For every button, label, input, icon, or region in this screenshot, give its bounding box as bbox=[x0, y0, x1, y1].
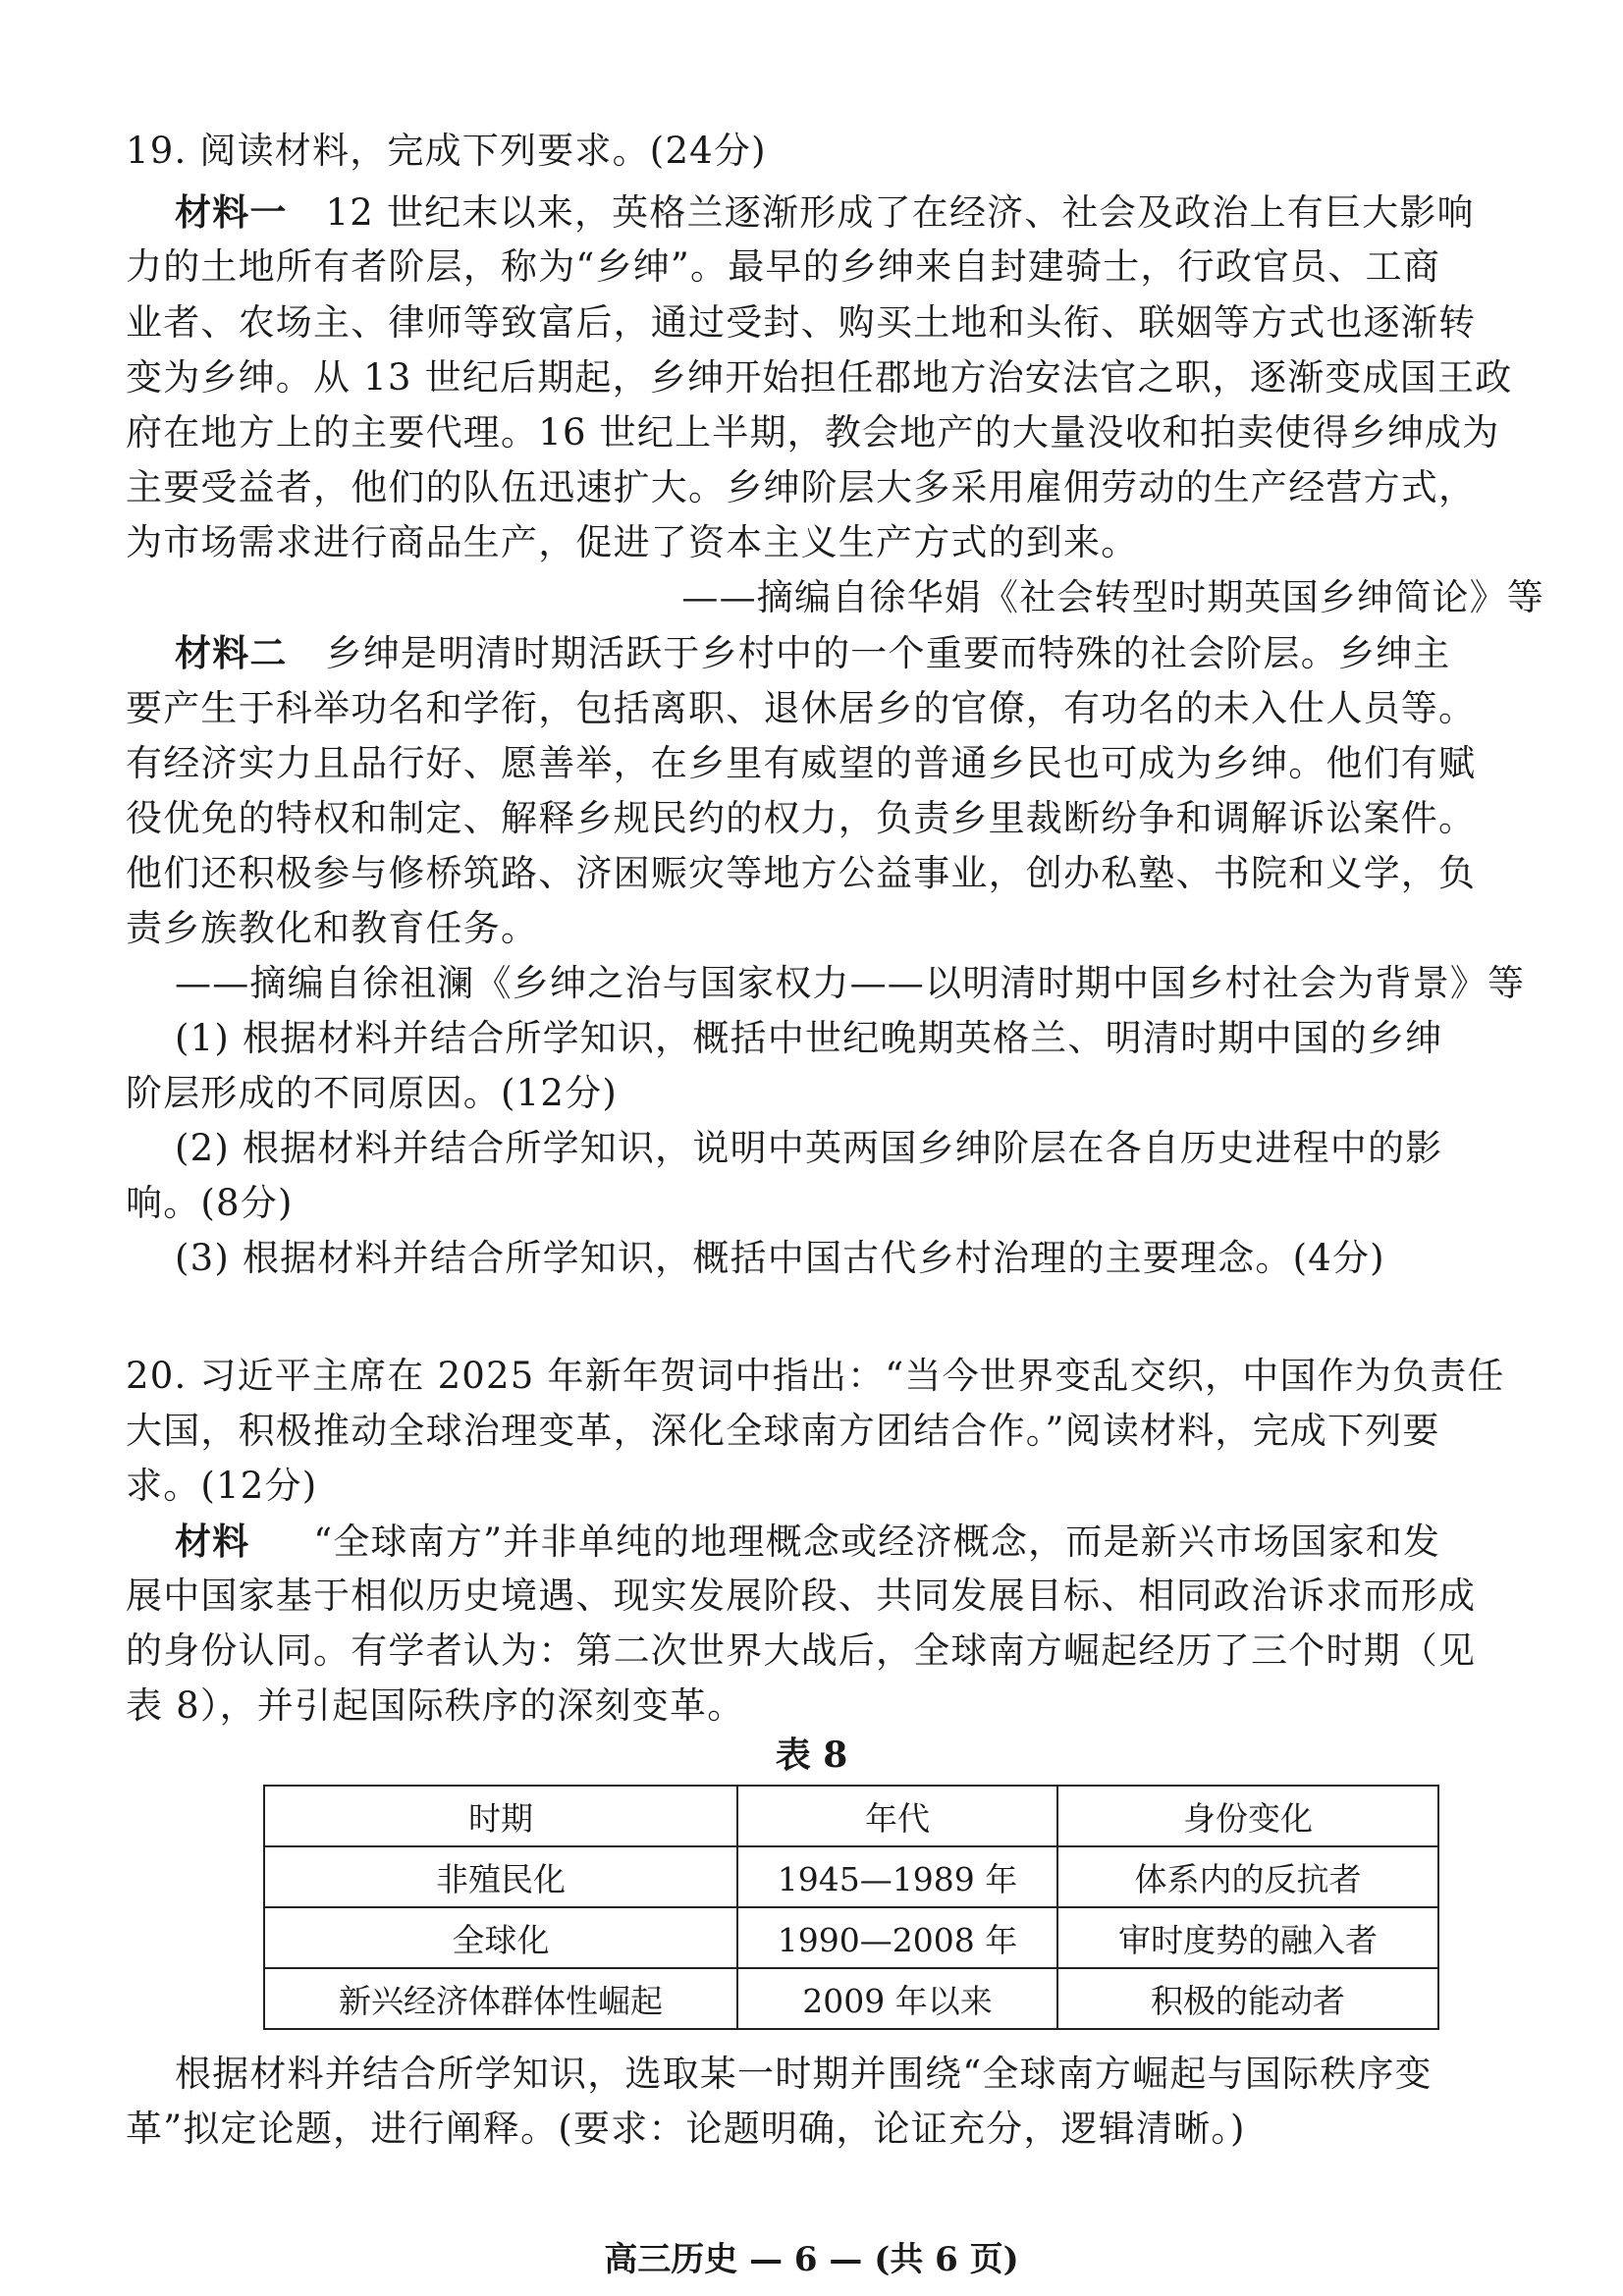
table-cell: 全球化 bbox=[264, 1907, 737, 1968]
q19-material-1-line: 为市场需求进行商品生产，促进了资本主义生产方式的到来。 bbox=[126, 521, 1139, 563]
table-8 bbox=[263, 1785, 1439, 2030]
q20-task-line: 革”拟定论题，进行阐释。(要求：论题明确，论证充分，逻辑清晰。) bbox=[126, 2108, 1246, 2150]
q20-material-label: 材料 bbox=[175, 1520, 250, 1563]
q19-material-1-line: 主要受益者，他们的队伍迅速扩大。乡绅阶层大多采用雇佣劳动的生产经营方式， bbox=[126, 466, 1477, 508]
table-cell: 1990—2008 年 bbox=[737, 1907, 1057, 1968]
material-2-text: 乡绅是明清时期活跃于乡村中的一个重要而特殊的社会阶层。乡绅主 bbox=[325, 632, 1451, 674]
q19-material-1-line: 府在地方上的主要代理。16 世纪上半期，教会地产的大量没收和拍卖使得乡绅成为 bbox=[126, 411, 1500, 454]
q19-material-1-line bbox=[175, 186, 1589, 240]
q19-material-2-line: 他们还积极参与修桥筑路、济困赈灾等地方公益事业，创办私塾、书院和义学，负 bbox=[126, 852, 1477, 894]
table-cell: 非殖民化 bbox=[264, 1846, 737, 1907]
table-header-row bbox=[264, 1786, 1438, 1846]
table-row bbox=[264, 1846, 1438, 1907]
material-1-label: 材料一 bbox=[175, 190, 288, 234]
q20-prompt-line: 求。(12分) bbox=[126, 1465, 318, 1507]
q19-material-2-line: 责乡族教化和教育任务。 bbox=[126, 907, 539, 949]
table-header-cell: 时期 bbox=[264, 1786, 737, 1846]
q19-material-1-line: 变为乡绅。从 13 世纪后期起，乡绅开始担任郡地方治安法官之职，逐渐变成国王政 bbox=[126, 356, 1513, 399]
table-caption: 表 8 bbox=[775, 1735, 848, 1776]
q19-material-2-line bbox=[175, 626, 1589, 680]
q19-subquestion-1-cont: 阶层形成的不同原因。(12分) bbox=[126, 1072, 618, 1114]
q20-material-line: 展中国家基于相似历史境遇、现实发展阶段、共同发展目标、相同政治诉求而形成 bbox=[126, 1575, 1477, 1617]
table-header-cell: 身份变化 bbox=[1057, 1786, 1438, 1846]
table-row bbox=[264, 1968, 1438, 2029]
table-cell: 2009 年以来 bbox=[737, 1968, 1057, 2029]
q19-subquestion-2-cont: 响。(8分) bbox=[126, 1182, 294, 1224]
q19-heading: 19. 阅读材料，完成下列要求。(24分) bbox=[126, 130, 767, 172]
q19-material-2-line: 有经济实力且品行好、愿善举，在乡里有威望的普通乡民也可成为乡绅。他们有赋 bbox=[126, 742, 1477, 784]
q20-prompt-line: 大国，积极推动全球治理变革，深化全球南方团结合作。”阅读材料，完成下列要 bbox=[126, 1410, 1440, 1452]
q19-material-1-line: 力的土地所有者阶层，称为“乡绅”。最早的乡绅来自封建骑士，行政官员、工商 bbox=[126, 245, 1441, 288]
q19-material-1-line: 业者、农场主、律师等致富后，通过受封、购买土地和头衔、联姻等方式也逐渐转 bbox=[126, 301, 1477, 344]
table-cell: 1945—1989 年 bbox=[737, 1846, 1057, 1907]
material-2-label: 材料二 bbox=[175, 631, 288, 674]
page-footer: 高三历史 — 6 — (共 6 页) bbox=[604, 2240, 1019, 2279]
q19-material-1-source: ——摘编自徐华娟《社会转型时期英国乡绅简论》等 bbox=[681, 576, 1544, 618]
material-1-text: 12 世纪末以来，英格兰逐渐形成了在经济、社会及政治上有巨大影响 bbox=[325, 191, 1475, 234]
q20-material-text: “全球南方”并非单纯的地理概念或经济概念，而是新兴市场国家和发 bbox=[313, 1521, 1441, 1563]
q20-prompt-line: 20. 习近平主席在 2025 年新年贺词中指出：“当今世界变乱交织，中国作为负责任 bbox=[126, 1355, 1505, 1397]
table-cell: 体系内的反抗者 bbox=[1057, 1846, 1438, 1907]
table-row bbox=[264, 1907, 1438, 1968]
table-header-cell: 年代 bbox=[737, 1786, 1057, 1846]
q20-material-line: 的身份认同。有学者认为：第二次世界大战后，全球南方崛起经历了三个时期（见 bbox=[126, 1629, 1477, 1672]
table-cell: 新兴经济体群体性崛起 bbox=[264, 1968, 737, 2029]
table-cell: 积极的能动者 bbox=[1057, 1968, 1438, 2029]
q19-material-2-line: 役优免的特权和制定、解释乡规民约的权力，负责乡里裁断纷争和调解诉讼案件。 bbox=[126, 797, 1477, 839]
q20-task-line: 根据材料并结合所学知识，选取某一时期并围绕“全球南方崛起与国际秩序变 bbox=[175, 2053, 1433, 2095]
table-cell: 审时度势的融入者 bbox=[1057, 1907, 1438, 1968]
q19-subquestion-2: (2) 根据材料并结合所学知识，说明中英两国乡绅阶层在各自历史进程中的影 bbox=[175, 1127, 1443, 1169]
q19-material-2-source: ——摘编自徐祖澜《乡绅之治与国家权力——以明清时期中国乡村社会为背景》等 bbox=[175, 962, 1526, 1004]
q20-material-line bbox=[175, 1515, 1589, 1569]
q19-subquestion-3: (3) 根据材料并结合所学知识，概括中国古代乡村治理的主要理念。(4分) bbox=[175, 1237, 1385, 1279]
q19-material-2-line: 要产生于科举功名和学衔，包括离职、退休居乡的官僚，有功名的未入仕人员等。 bbox=[126, 687, 1477, 729]
q20-material-line: 表 8），并引起国际秩序的深刻变革。 bbox=[126, 1684, 745, 1727]
q19-subquestion-1: (1) 根据材料并结合所学知识，概括中世纪晚期英格兰、明清时期中国的乡绅 bbox=[175, 1017, 1443, 1059]
